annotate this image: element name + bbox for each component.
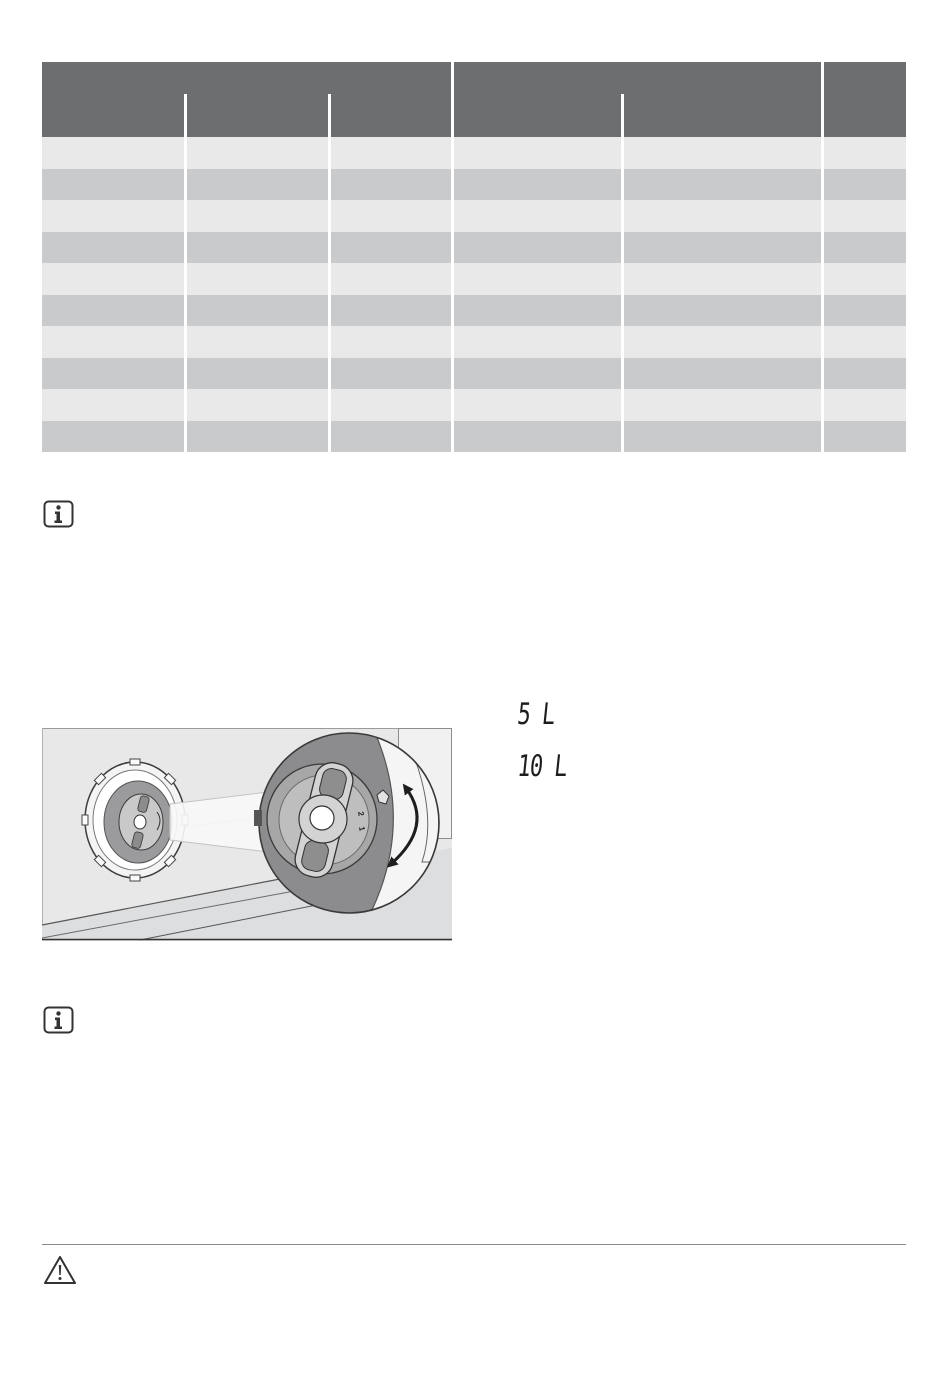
table-cell (824, 137, 906, 169)
table-cell (331, 421, 451, 453)
table-cell (454, 421, 621, 453)
table-row (42, 169, 906, 201)
table-cell (331, 137, 451, 169)
table-row (42, 389, 906, 421)
table-column-header (187, 94, 328, 137)
table-cell (454, 326, 621, 358)
table-row (42, 421, 906, 453)
table-cell (331, 295, 451, 327)
table-row (42, 358, 906, 390)
table-cell (454, 389, 621, 421)
table-column-header (454, 94, 621, 137)
table-column-header (624, 94, 821, 137)
table-cell (624, 232, 821, 264)
table-cell (331, 232, 451, 264)
table-cell (331, 389, 451, 421)
table-cell (624, 137, 821, 169)
table-column-header (331, 94, 451, 137)
table-row (42, 326, 906, 358)
table-cell (824, 326, 906, 358)
table-cell (187, 169, 328, 201)
table-cell (42, 137, 184, 169)
table-cell (824, 421, 906, 453)
table-group-header (824, 62, 906, 137)
info-icon (43, 1006, 74, 1039)
warning-icon (43, 1255, 77, 1290)
table-cell (624, 295, 821, 327)
table-cell (187, 421, 328, 453)
table-cell (331, 326, 451, 358)
dial-mark-2: 2 (356, 810, 366, 817)
table-cell (624, 200, 821, 232)
table-cell (42, 263, 184, 295)
table-cell (187, 326, 328, 358)
table-row (42, 200, 906, 232)
table-cell (454, 200, 621, 232)
table-cell (187, 295, 328, 327)
table-cell (824, 263, 906, 295)
table-cell (824, 389, 906, 421)
table-cell (824, 169, 906, 201)
table-cell (624, 263, 821, 295)
info-icon (43, 500, 74, 533)
table-cell (187, 232, 328, 264)
table-cell (624, 169, 821, 201)
table-cell (42, 200, 184, 232)
table-cell (824, 232, 906, 264)
display-readout-10l: 10 L (515, 750, 569, 785)
table-cell (42, 358, 184, 390)
table-cell (331, 358, 451, 390)
table-cell (187, 200, 328, 232)
section-divider (42, 1244, 906, 1245)
settings-table (42, 62, 906, 452)
dial-mark-1: 1 (357, 825, 367, 832)
table-row (42, 263, 906, 295)
table-cell (824, 358, 906, 390)
table-cell (824, 295, 906, 327)
table-cell (454, 169, 621, 201)
table-cell (42, 232, 184, 264)
table-body (42, 137, 906, 452)
table-row (42, 232, 906, 264)
table-cell (187, 358, 328, 390)
table-cell (454, 232, 621, 264)
table-cell (624, 326, 821, 358)
table-cell (42, 295, 184, 327)
table-cell (331, 200, 451, 232)
table-column-header (42, 94, 184, 137)
table-cell (42, 169, 184, 201)
filter-dial-illustration (42, 728, 452, 941)
table-cell (454, 358, 621, 390)
table-cell (42, 326, 184, 358)
table-cell (187, 263, 328, 295)
table-group-header (42, 62, 451, 94)
table-cell (624, 358, 821, 390)
table-row (42, 137, 906, 169)
table-cell (42, 421, 184, 453)
table-cell (454, 295, 621, 327)
table-group-header (454, 62, 821, 94)
table-cell (454, 137, 621, 169)
table-cell (824, 200, 906, 232)
table-cell (454, 263, 621, 295)
table-cell (187, 389, 328, 421)
table-cell (331, 263, 451, 295)
table-row (42, 295, 906, 327)
table-cell (187, 137, 328, 169)
display-readout-5l: 5 L (515, 698, 557, 733)
table-cell (624, 389, 821, 421)
table-cell (331, 169, 451, 201)
table-cell (624, 421, 821, 453)
table-header (42, 62, 906, 137)
table-cell (42, 389, 184, 421)
